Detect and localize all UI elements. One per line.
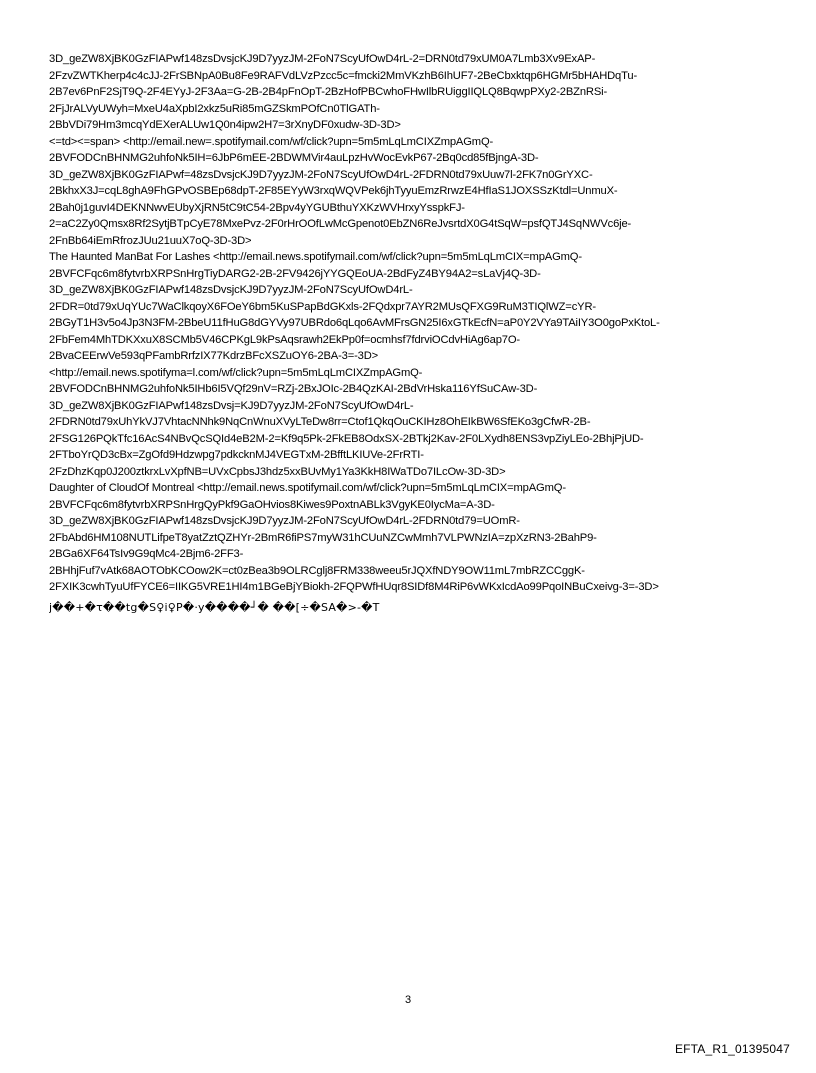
- text-line: 2FzDhzKqp0J200ztkrxLvXpfNB=UVxCpbsJ3hdz5xxBUvMy1Ya3KkH8IWaTDo7ILcOw-3D-3D>: [49, 465, 506, 478]
- text-line: 2BGyT1H3v5o4Jp3N3FM-2BbeU11fHuG8dGYVy97UBRdo6qLqo6AvMFrsGN25I6xGTkEcfN=aP0Y2VYa9TAiIY3O0goPxKtoL-: [49, 317, 660, 329]
- text-line: <http://email.news.spotifyma=l.com/wf/click?upn=5m5mLqLmCIXZmpAGmQ-: [49, 366, 423, 379]
- text-line: 2FTboYrQD3cBx=ZgOfd9Hdzwpg7pdkcknMJ4VEGTxM-2BfftLKIUVe-2FrRTI-: [49, 449, 424, 461]
- text-line: 2FDRN0td79xUhYkVJ7VhtacNNhk9NqCnWnuXVyLTeDw8rr=Ctof1QkqOuCKIHz8OhEIkBW6SfEKo3gCfwR-2B-: [49, 416, 591, 428]
- text-line: Daughter of CloudOf Montreal <http://email.news.spotifymail.com/wf/click?upn=5m5mLqLmCIX=mpAGmQ-: [49, 482, 566, 494]
- page-number: 3: [404, 994, 412, 1006]
- text-line: 3D_geZW8XjBK0GzFIAPwf148zsDvsjcKJ9D7yyzJM-2FoN7ScyUfOwD4rL-2=DRN0td79xUM0A7Lmb3Xv9ExAP-: [49, 53, 596, 65]
- text-line: 2FzvZWTKherp4c4cJJ-2FrSBNpA0Bu8Fe9RAFVdLVzPzcc5c=fmcki2MmVKzhB6IhUF7-2BeCbxktqp6HGMr5bHAHDqTu-: [49, 69, 638, 82]
- text-line: 2FjJrALVyUWyh=MxeU4aXpbI2xkz5uRi85mGZSkmPOfCn0TlGATh-: [49, 102, 380, 115]
- text-line: 2B7ev6PnF2SjT9Q-2F4EYyJ-2F3Aa=G-2B-2B4pFnOpT-2BzHofPBCwhoFHwIlbRUiggIIQLQ8BqwpPXy2-2BZnRSi-: [49, 86, 608, 98]
- text-line: 2FbAbd6HM108NUTLifpeT8yatZztQZHYr-2BmR6fiPS7myW31hCUuNZCwMmh7VLPWNzIA=zpXzRN3-2BahP9-: [49, 531, 597, 544]
- text-line: 2BHhjFuf7vAtk68AOTObKCOow2K=ct0zBea3b9OLRCglj8FRM338weeu5rJQXfNDY9OW11mL7mbRZCCggK-: [49, 564, 585, 577]
- garbled-text-line: j��+�τ��tg�S♀i♀P�·y����┘� ��[÷�SA�>-�T: [49, 600, 380, 614]
- text-line: 2=aC2Zy0Qmsx8Rf2SytjBTpCyE78MxePvz-2F0rHrOOfLwMcGpenot0EbZN6ReJvsrtdX0G4tSqW=psfQTJ4SqNWVc6je-: [49, 218, 632, 230]
- text-line: 2BVFODCnBHNMG2uhfoNk5IHb6I5VQf29nV=RZj-2BxJOIc-2B4QzKAI-2BdVrHska116YfSuCAw-3D-: [49, 383, 538, 395]
- text-line: 2BvaCEErwVe593qPFambRrfzIX77KdrzBFcXSZuOY6-2BA-3=-3D>: [49, 350, 379, 362]
- text-line: 2BGa6XF64TsIv9G9qMc4-2Bjm6-2FF3-: [49, 548, 244, 560]
- text-line: <=td><=span> <http://email.new=.spotifymail.com/wf/click?upn=5m5mLqLmCIXZmpAGmQ-: [49, 135, 494, 148]
- text-line: 2BkhxX3J=cqL8ghA9FhGPvOSBEp68dpT-2F85EYyW3rxqWQVPek6jhTyyuEmzRrwzE4HfIaS1JOXSSzKtdl=UnmuX-: [49, 185, 618, 197]
- text-line: 3D_geZW8XjBK0GzFIAPwf148zsDvsjcKJ9D7yyzJM-2FoN7ScyUfOwD4rL-: [49, 284, 413, 296]
- text-line: 2FDR=0td79xUqYUc7WaClkqoyX6FOeY6bm5KuSPapBdGKxls-2FQdxpr7AYR2MUsQFXG9RuM3TIQlWZ=cYR-: [49, 300, 596, 313]
- text-line: 3D_geZW8XjBK0GzFIAPwf148zsDvsj=KJ9D7yyzJM-2FoN7ScyUfOwD4rL-: [49, 399, 414, 412]
- text-line: 3D_geZW8XjBK0GzFIAPwf=48zsDvsjcKJ9D7yyzJM-2FoN7ScyUfOwD4rL-2FDRN0td79xUuw7l-2FK7n0GrYXC-: [49, 168, 593, 181]
- text-line: The Haunted ManBat For Lashes <http://email.news.spotifymail.com/wf/click?upn=5m5mLqLmCIX=mpAGmQ-: [49, 251, 582, 263]
- text-line: 2FXIK3cwhTyuUfFYCE6=IIKG5VRE1HI4m1BGeBjYBiokh-2FQPWfHUqr8SIDf8M4RiP6vWKxIcdAo99PqoINBuCxeivg-3=-3D>: [49, 581, 659, 593]
- text-line: 2FnBb64iEmRfrozJUu21uuX7oQ-3D-3D>: [49, 234, 252, 247]
- text-line: 2BVFODCnBHNMG2uhfoNk5IH=6JbP6mEE-2BDWMVir4auLpzHvWocEvkP67-2Bq0cd85fBjngA-3D-: [49, 152, 539, 164]
- text-line: 2BVFCFqc6m8fytvrbXRPSnHrgQyPkf9GaOHvios8Kiwes9PoxtnABLk3VgyKE0IycMa=A-3D-: [49, 498, 495, 511]
- text-line: 2BbVDi79Hm3mcqYdEXerALUw1Q0n4ipw2H7=3rXnyDF0xudw-3D-3D>: [49, 119, 401, 131]
- email-body-text: [49, 51, 789, 616]
- text-line: 2FbFem4MhTDKXxuX8SCMb5V46CPKgL9kPsAqsrawh2EkPp0f=ocmhsf7fdrviOCdvHiAg6ap7O-: [49, 333, 520, 346]
- text-line: 2Bah0j1guvI4DEKNNwvEUbyXjRN5tC9tC54-2Bpv4yYGUBthuYXKzWVHrxyYsspkFJ-: [49, 201, 465, 214]
- document-id-stamp: EFTA_R1_01395047: [674, 1042, 790, 1056]
- text-line: 2FSG126PQkTfc16AcS4NBvQcSQId4eB2M-2=Kf9q5Pk-2FkEB8OdxSX-2BTkj2Kav-2F0LXydh8ENS3vpZiyLEo-2BhjPjUD-: [49, 432, 644, 445]
- text-line: 2BVFCFqc6m8fytvrbXRPSnHrgTiyDARG2-2B-2FV9426jYYGQEoUA-2BdFyZ4BY94A2=sLaVj4Q-3D-: [49, 267, 541, 280]
- text-line: 3D_geZW8XjBK0GzFIAPwf148zsDvsjcKJ9D7yyzJM-2FoN7ScyUfOwD4rL-2FDRN0td79=UOmR-: [49, 515, 520, 527]
